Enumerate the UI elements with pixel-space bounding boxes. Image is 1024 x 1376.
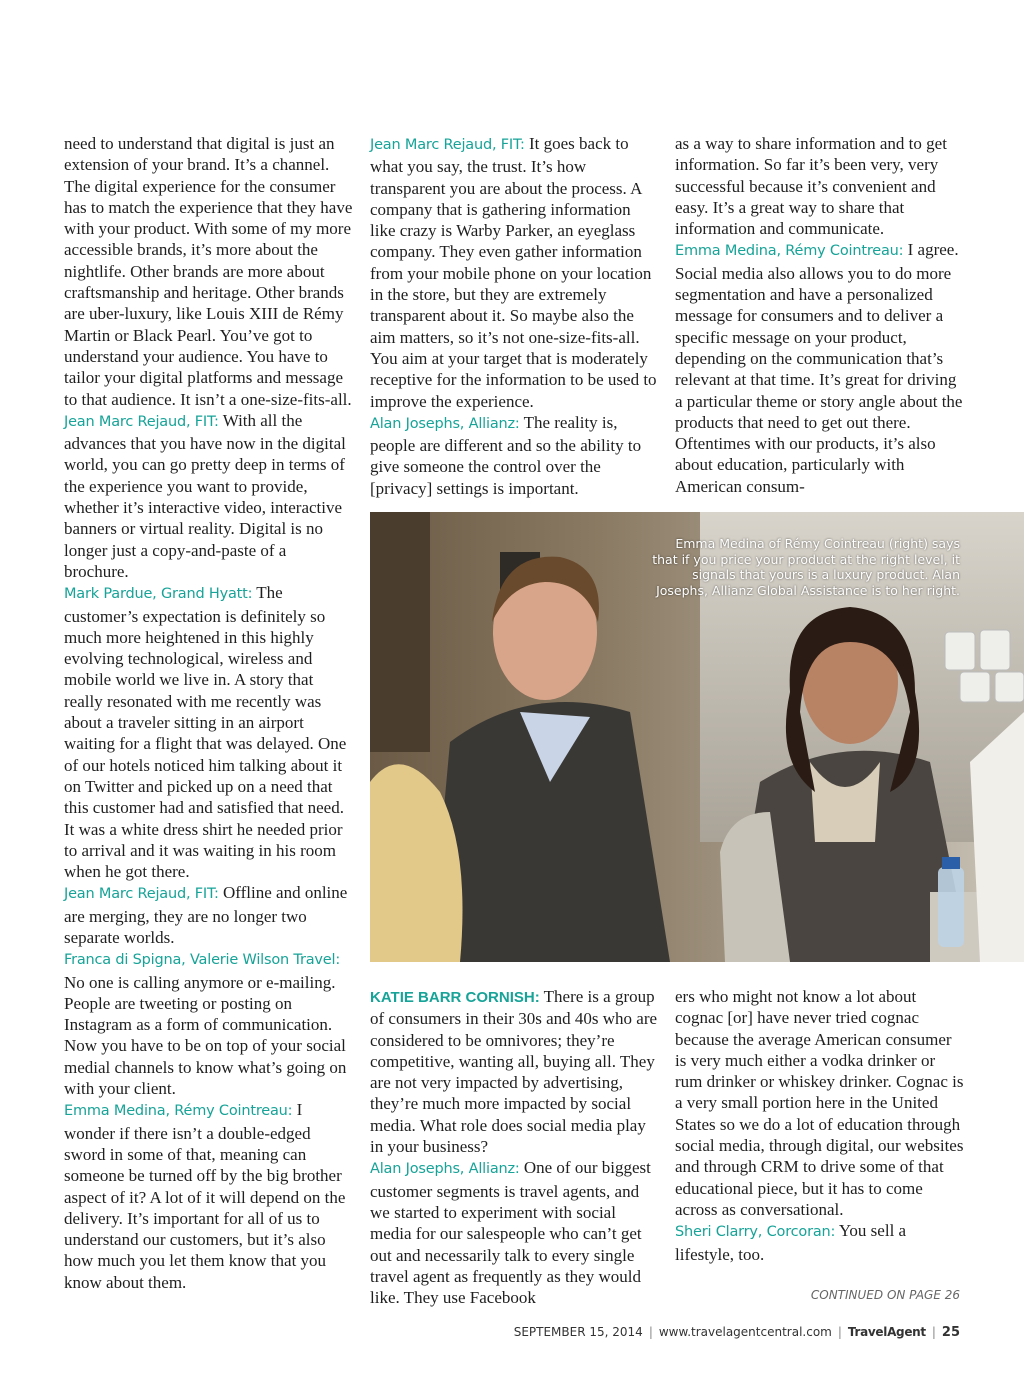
paragraph-text: With all the advances that you have now in the digital world, you can go pretty deep in terms of the experience you want to provide, whether it’s interactive video, interactive banners or virtual reality. Digital is no longer just a copy-and-paste of a brochure. (64, 410, 346, 581)
paragraph (370, 412, 660, 499)
paragraph-text: as a way to share information and to get information. So far it’s been very, very successful because it’s convenient and easy. It’s a great way to share that information and communicate. (675, 134, 947, 239)
speaker-name: Jean Marc Rejaud, FIT: (370, 137, 525, 153)
article-column-4 (370, 986, 660, 1308)
speaker-name: Emma Medina, Rémy Cointreau: (675, 243, 904, 260)
paragraph-text: The customer’s expectation is definitely so much more heightened in this highly evolving technological, wireless and mobile world we live in. A story that really resonated with me recently was about a traveler sitting in an airport waiting for a flight that was delayed. One of our hotels noticed him talking about it on Twitter and picked up on a need that this customer had and satisfied that need. It was a white dress shirt he needed prior to arrival and it was waiting in his room when he got there. (64, 583, 347, 882)
speaker-name: Franca di Spigna, Valerie Wilson Travel: (64, 952, 341, 969)
paragraph-text: I agree. Social media also allows you to do more segmentation and have a personalized message for consumers and to deliver a specific message on your product, depending on the communication that’s relevant at that time. It’s great for driving a particular theme or story angle about the products that need to get out there. Oftentimes with our products, it’s also about education, particularly with American consum- (675, 240, 963, 496)
paragraph-text: One of our biggest customer segments is travel agents, and we started to experiment with social media for our salespeople who can’t get out and necessarily talk to every single travel agent as frequently as they would like. They use Facebook (370, 1158, 651, 1308)
page-footer: SEPTEMBER 15, 2014 | www.travelagentcentral.com | TravelAgent | 25 (513, 1325, 960, 1340)
paragraph-text: I wonder if there isn’t a double-edged sword in some of that, meaning can someone be turned off by the big brother aspect of it? A lot of it will depend on the delivery. It’s important for all of us to understand our customers, but it’s also how much you let them know that you know about them. (64, 1100, 346, 1292)
paragraph (370, 1157, 660, 1308)
speaker-name: Alan Josephs, Allianz: (370, 1161, 520, 1178)
photo-caption: Emma Medina of Rémy Cointreau (right) says that if you price your product at the right level, it signals that yours is a luxury product. Alan Josephs, Allianz Global Assistance is to her right. (652, 536, 960, 598)
paragraph (64, 1099, 354, 1293)
article-column-3 (675, 133, 965, 497)
paragraph-text: No one is calling anymore or e-mailing. People are tweeting or posting on Instagram as a form of communication. Now you have to be on top of your social medial channels to know what’s going on with your client. (64, 972, 347, 1099)
footer-date: SEPTEMBER 15, 2014 (513, 1325, 643, 1339)
paragraph-text: ers who might not know a lot about cognac [or] have never tried cognac because the average American consumer is very much either a vodka drinker or rum drinker or whiskey drinker. Cognac is a very small portion here in the United States so we do a lot of education through social media, through digital, our websites and through CRM to drive some of that educational piece, but it has to come across as conversational. (675, 987, 964, 1219)
footer-url: www.travelagentcentral.com (658, 1325, 832, 1339)
article-column-5 (675, 986, 965, 1265)
speaker-name: Alan Josephs, Allianz: (370, 415, 520, 432)
paragraph (675, 986, 965, 1220)
footer-brand: TravelAgent (847, 1325, 926, 1339)
paragraph (675, 1220, 965, 1265)
article-column-1 (64, 133, 354, 1293)
paragraph (64, 882, 354, 948)
speaker-name: Sheri Clarry, Corcoran: (675, 1224, 836, 1241)
paragraph (370, 133, 660, 412)
speaker-name: Jean Marc Rejaud, FIT: (64, 413, 219, 430)
paragraph (675, 133, 965, 239)
paragraph-text: It goes back to what you say, the trust. It’s how transparent you are about the process. A company that is gathering information like crazy is Warby Parker, an eyeglass company. They even gather information from your mobile phone on your location in the store, but they are extremely transparent about it. So maybe also the aim matters, so it’s not one-size-fits-all. You aim at your target that is moderately receptive for the information to be used to improve the experience. (370, 134, 657, 411)
speaker-name: Emma Medina, Rémy Cointreau: (64, 1103, 293, 1120)
paragraph (64, 410, 354, 582)
paragraph (370, 986, 660, 1157)
speaker-name: KATIE BARR CORNISH: (370, 989, 540, 1006)
paragraph-text: The reality is, people are different and so the ability to give someone the control over the [privacy] settings is important. (370, 412, 642, 498)
paragraph (64, 133, 354, 410)
paragraph-text: Offline and online are merging, they are no longer two separate worlds. (64, 883, 348, 947)
paragraph (64, 582, 354, 882)
page-number: 25 (941, 1325, 960, 1340)
continued-note: CONTINUED ON PAGE 26 (810, 1288, 960, 1302)
paragraph-text: You sell a lifestyle, too. (675, 1221, 907, 1264)
speaker-name: Mark Pardue, Grand Hyatt: (64, 586, 253, 603)
paragraph (675, 239, 965, 497)
article-column-2 (370, 133, 660, 499)
paragraph-text: need to understand that digital is just an extension of your brand. It’s a channel. The digital experience for the consumer has to match the experience that they have with your product. With some of my more accessible brands, it’s more about the nightlife. Other brands are more about craftsmanship and heritage. Other brands are uber-luxury, like Louis XIII de Rémy Martin or Black Pearl. You’ve got to understand your audience. You have to tailor your digital platforms and message to that audience. It isn’t a one-size-fits-all. (64, 134, 353, 409)
paragraph (64, 948, 354, 1099)
speaker-name: Jean Marc Rejaud, FIT: (64, 886, 219, 903)
paragraph-text: There is a group of consumers in their 30s and 40s who are considered to be omnivores; they’re competitive, wanting all, buying all. They are not very impacted by advertising, they’re much more impacted by social media. What role does social media play in your business? (370, 987, 658, 1157)
